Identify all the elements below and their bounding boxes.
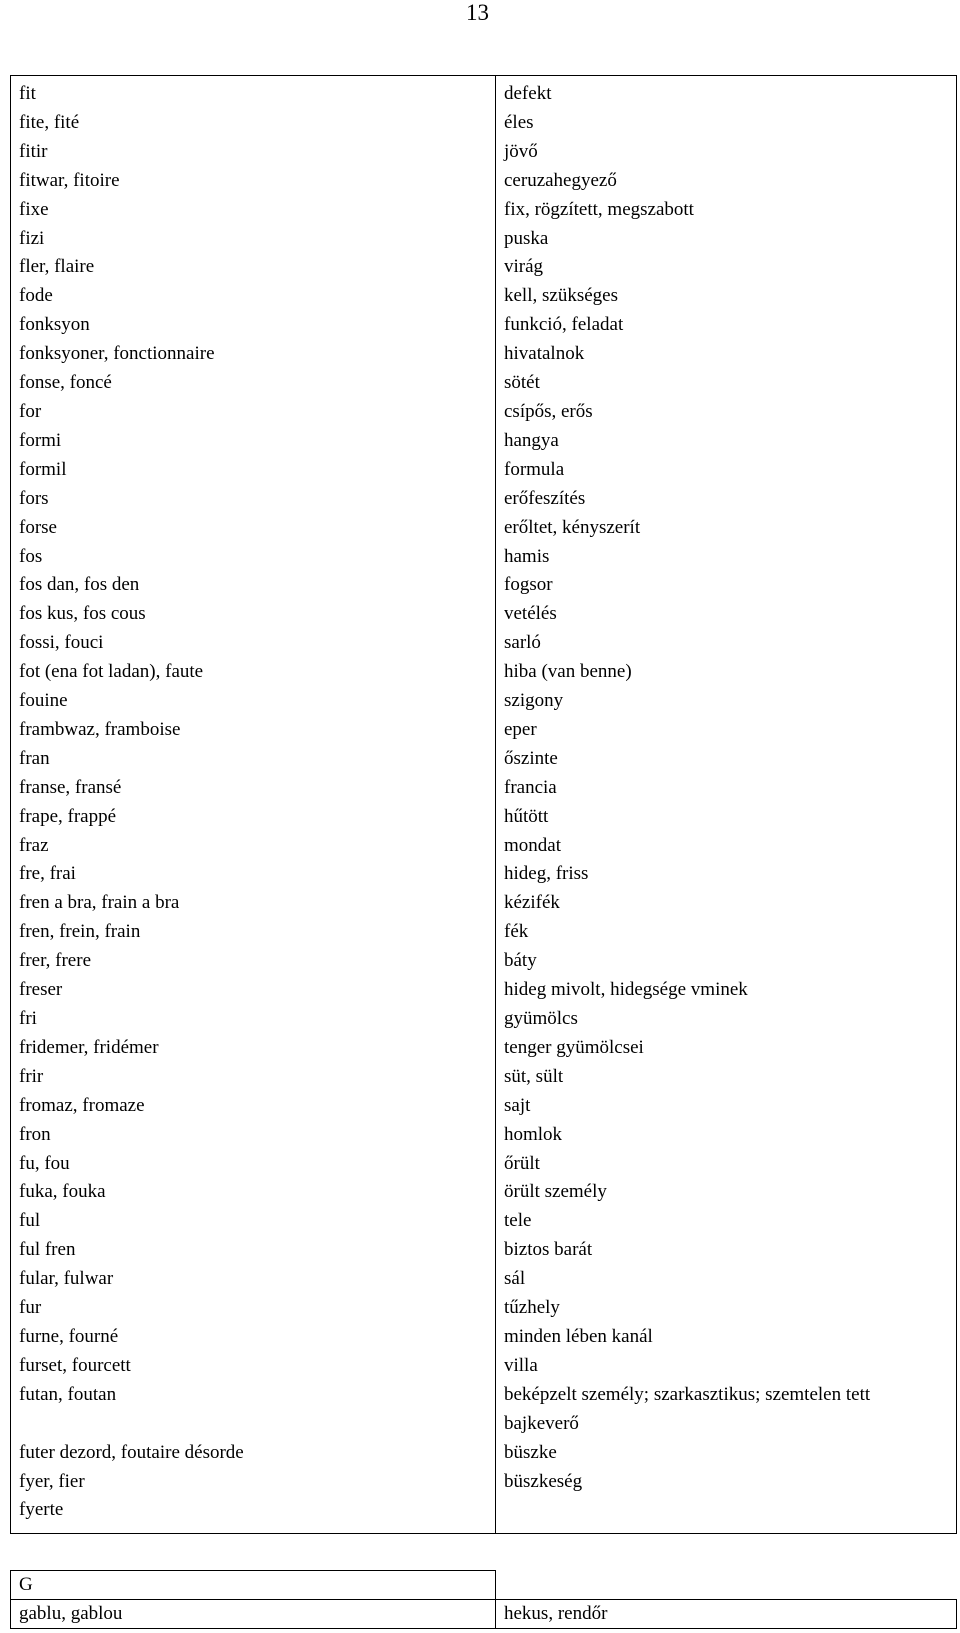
term: fossi, fouci bbox=[19, 632, 104, 654]
term: fuka, fouka bbox=[19, 1181, 106, 1203]
term: forse bbox=[19, 516, 57, 538]
term: fonksyoner, fonctionnaire bbox=[19, 343, 215, 365]
meaning: gyümölcs bbox=[504, 1008, 578, 1029]
meaning: hideg mivolt, hidegsége vminek bbox=[504, 979, 748, 1001]
term: futan, foutan bbox=[19, 1383, 117, 1405]
term: fos kus, fos cous bbox=[19, 603, 146, 625]
meaning: süt, sült bbox=[504, 1065, 564, 1087]
section-g-table bbox=[10, 1570, 957, 1629]
meaning: jövő bbox=[504, 140, 538, 162]
meaning: büszke bbox=[504, 1441, 557, 1463]
meaning: francia bbox=[504, 776, 557, 798]
term: gablu, gablou bbox=[11, 1600, 496, 1629]
term: fouine bbox=[19, 690, 68, 712]
meaning: puska bbox=[504, 227, 549, 249]
meaning: tűzhely bbox=[504, 1297, 560, 1319]
term: fixe bbox=[19, 198, 49, 220]
meaning: virág bbox=[504, 256, 544, 278]
term: fitir bbox=[19, 140, 48, 162]
meaning: sajt bbox=[504, 1094, 531, 1116]
meanings-column bbox=[496, 76, 957, 1534]
term: frir bbox=[19, 1065, 44, 1087]
term: fonksyon bbox=[19, 314, 90, 336]
meaning: eper bbox=[504, 718, 537, 740]
dictionary-table bbox=[10, 75, 957, 1534]
meaning: minden lében kanál bbox=[504, 1325, 653, 1347]
term: fyer, fier bbox=[19, 1470, 85, 1492]
term: fre, frai bbox=[19, 863, 76, 885]
meaning: fék bbox=[504, 921, 529, 943]
meaning: hiba (van benne) bbox=[504, 661, 632, 683]
term: for bbox=[19, 400, 42, 422]
term: fler, flaire bbox=[19, 256, 95, 278]
meaning: éles bbox=[504, 111, 534, 133]
meaning: fogsor bbox=[504, 574, 553, 596]
term: fos dan, fos den bbox=[19, 574, 140, 596]
meaning: sál bbox=[504, 1268, 526, 1290]
term: frer, frere bbox=[19, 950, 92, 972]
term: fur bbox=[19, 1297, 42, 1319]
meaning: ceruzahegyező bbox=[504, 169, 617, 191]
section-header-row bbox=[11, 1571, 957, 1600]
meaning: tele bbox=[504, 1210, 532, 1232]
table-row bbox=[11, 1600, 957, 1629]
meaning: szigony bbox=[504, 690, 564, 712]
term: franse, fransé bbox=[19, 776, 122, 798]
meaning: bajkeverő bbox=[504, 1412, 579, 1434]
term: fot (ena fot ladan), faute bbox=[19, 661, 204, 683]
term: fonse, foncé bbox=[19, 372, 112, 394]
term: furset, fourcett bbox=[19, 1354, 131, 1376]
table-row bbox=[11, 76, 957, 1534]
term: frape, frappé bbox=[19, 805, 117, 827]
meaning: sötét bbox=[504, 372, 540, 394]
meaning: őrült bbox=[504, 1152, 540, 1174]
meaning: tenger gyümölcsei bbox=[504, 1036, 644, 1058]
meaning: kell, szükséges bbox=[504, 285, 618, 307]
blank-line bbox=[19, 1410, 489, 1439]
term: freser bbox=[19, 979, 63, 1001]
term: fron bbox=[19, 1123, 51, 1145]
meaning: büszkeség bbox=[504, 1470, 583, 1492]
meaning: hűtött bbox=[504, 805, 549, 827]
term: formil bbox=[19, 458, 67, 480]
meaning: formula bbox=[504, 458, 565, 480]
meaning: fix, rögzített, megszabott bbox=[504, 198, 694, 220]
meaning: hangya bbox=[504, 429, 559, 451]
term: fizi bbox=[19, 227, 45, 249]
term: fite, fité bbox=[19, 111, 80, 133]
term: frambwaz, framboise bbox=[19, 718, 181, 740]
term: fors bbox=[19, 487, 49, 509]
term: ful fren bbox=[19, 1239, 76, 1261]
meaning: mondat bbox=[504, 834, 561, 856]
term: fren a bra, frain a bra bbox=[19, 892, 180, 914]
meaning: erőltet, kényszerít bbox=[504, 516, 641, 538]
term: fyerte bbox=[19, 1499, 64, 1521]
term: fri bbox=[19, 1008, 37, 1029]
term: fular, fulwar bbox=[19, 1268, 114, 1290]
term: futer dezord, foutaire désorde bbox=[19, 1441, 244, 1463]
terms-column bbox=[11, 76, 496, 1534]
term: fren, frein, frain bbox=[19, 921, 141, 943]
section-letter: G bbox=[11, 1571, 496, 1600]
meaning: beképzelt személy; szarkasztikus; szemtelen tett bbox=[504, 1383, 871, 1405]
term: formi bbox=[19, 429, 62, 451]
meaning: funkció, feladat bbox=[504, 314, 624, 336]
empty-cell bbox=[496, 1571, 957, 1600]
term: fridemer, fridémer bbox=[19, 1036, 159, 1058]
meaning: biztos barát bbox=[504, 1239, 593, 1261]
page-number: 13 bbox=[466, 0, 489, 25]
term: furne, fourné bbox=[19, 1325, 119, 1347]
meaning: erőfeszítés bbox=[504, 487, 586, 509]
meaning: őszinte bbox=[504, 747, 558, 769]
meaning: villa bbox=[504, 1354, 538, 1376]
term: fran bbox=[19, 747, 50, 769]
term: fraz bbox=[19, 834, 49, 856]
meaning: csípős, erős bbox=[504, 400, 593, 422]
meaning: homlok bbox=[504, 1123, 563, 1145]
meaning: hamis bbox=[504, 545, 550, 567]
meaning: hivatalnok bbox=[504, 343, 585, 365]
meaning: hideg, friss bbox=[504, 863, 589, 885]
meaning: kézifék bbox=[504, 892, 560, 914]
term: fos bbox=[19, 545, 43, 567]
term: ful bbox=[19, 1210, 41, 1232]
meaning: defekt bbox=[504, 83, 552, 104]
meaning: örült személy bbox=[504, 1181, 607, 1203]
meaning: báty bbox=[504, 950, 537, 972]
term: fromaz, fromaze bbox=[19, 1094, 145, 1116]
meaning: hekus, rendőr bbox=[496, 1600, 957, 1629]
term: fitwar, fitoire bbox=[19, 169, 120, 191]
meaning: sarló bbox=[504, 632, 541, 654]
term: fu, fou bbox=[19, 1152, 70, 1174]
term: fode bbox=[19, 285, 53, 307]
meaning: vetélés bbox=[504, 603, 557, 625]
term: fit bbox=[19, 83, 36, 104]
